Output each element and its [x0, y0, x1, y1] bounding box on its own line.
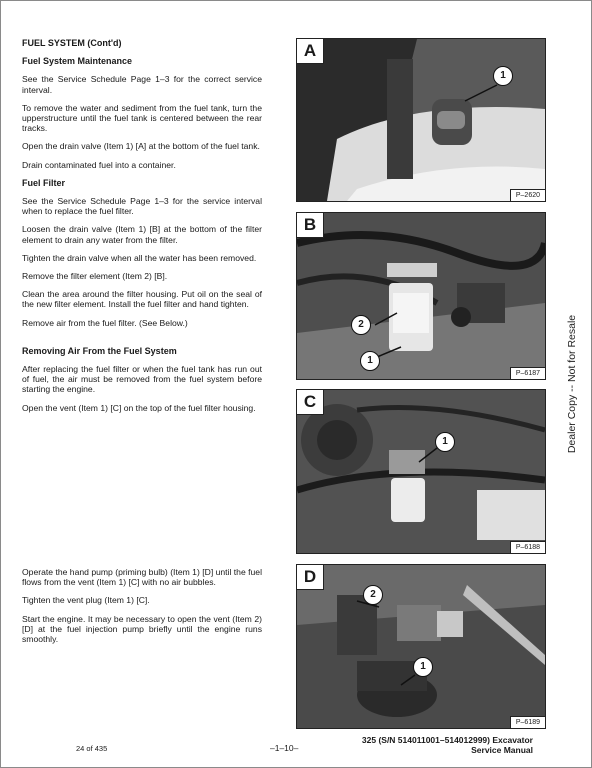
footer-page-number: –1–10– — [270, 743, 299, 753]
figure-c — [296, 389, 546, 554]
paragraph: See the Service Schedule Page 1–3 for the service interval when to replace the fuel filter. — [22, 196, 262, 217]
paragraph: Open the drain valve (Item 1) [A] at the bottom of the fuel tank. — [22, 141, 260, 152]
dealer-copy-note: Dealer Copy -- Not for Resale — [566, 314, 578, 454]
text-column-lower — [22, 567, 262, 652]
footer-title-line: 325 (S/N 514011001–514012999) Excavator — [361, 735, 533, 745]
heading-removing-air: Removing Air From the Fuel System — [22, 345, 177, 356]
paragraph: Clean the area around the filter housing. Put oil on the seal of the new filter element. Install the fuel filter and hand tighten. — [22, 289, 262, 310]
callout-1: 1 — [413, 657, 433, 677]
paragraph: Open the vent (Item 1) [C] on the top of the fuel filter housing. — [22, 402, 256, 413]
paragraph: Loosen the drain valve (Item 1) [B] at the bottom of the filter element to drain any water from the filter. — [22, 224, 262, 245]
paragraph: To remove the water and sediment from the fuel tank, turn the upperstructure until the fuel tank is centered between the rear tracks. — [22, 102, 262, 134]
figure-a-photo — [297, 39, 545, 201]
paragraph: Drain contaminated fuel into a container. — [22, 159, 176, 170]
footer-manual-title — [333, 735, 533, 755]
paragraph: Tighten the drain valve when all the water has been removed. — [22, 252, 257, 263]
figure-id: P–6189 — [510, 716, 545, 728]
footer-page-count: 24 of 435 — [76, 744, 108, 753]
heading-fuel-system-maintenance: Fuel System Maintenance — [22, 56, 133, 67]
figure-b-photo — [297, 213, 545, 379]
callout-2: 2 — [351, 315, 371, 335]
section-title: FUEL SYSTEM (Cont'd) — [22, 38, 122, 48]
text-column — [22, 38, 262, 421]
figure-d-photo — [297, 565, 545, 728]
callout-2: 2 — [363, 585, 383, 605]
figure-id: P–6188 — [510, 541, 545, 553]
figure-b — [296, 212, 546, 380]
paragraph: Remove air from the fuel filter. (See Below.) — [22, 317, 188, 328]
paragraph: Operate the hand pump (priming bulb) (Item 1) [D] until the fuel flows from the vent (Item 1) [C] with no air bubbles. — [22, 567, 262, 588]
figure-id: P–6187 — [510, 367, 545, 379]
figure-letter: C — [297, 390, 324, 415]
paragraph: Start the engine. It may be necessary to open the vent (Item 2) [D] at the fuel injection pump briefly until the engine runs smoothly. — [22, 613, 262, 645]
callout-1: 1 — [360, 351, 380, 371]
paragraph: Tighten the vent plug (Item 1) [C]. — [22, 595, 150, 606]
figure-letter: D — [297, 565, 324, 590]
paragraph: See the Service Schedule Page 1–3 for the correct service interval. — [22, 74, 262, 95]
figure-id: P–2620 — [510, 189, 545, 201]
footer-title-line: Service Manual — [471, 745, 533, 755]
figure-d — [296, 564, 546, 729]
figure-letter: A — [297, 39, 324, 64]
callout-1: 1 — [493, 66, 513, 86]
figure-letter: B — [297, 213, 324, 238]
paragraph: Remove the filter element (Item 2) [B]. — [22, 271, 168, 282]
paragraph: After replacing the fuel filter or when the fuel tank has run out of fuel, the air must be removed from the fuel system before starting the engine. — [22, 364, 262, 395]
callout-1: 1 — [435, 432, 455, 452]
heading-fuel-filter: Fuel Filter — [22, 177, 66, 188]
figure-c-photo — [297, 390, 545, 553]
figure-a — [296, 38, 546, 202]
